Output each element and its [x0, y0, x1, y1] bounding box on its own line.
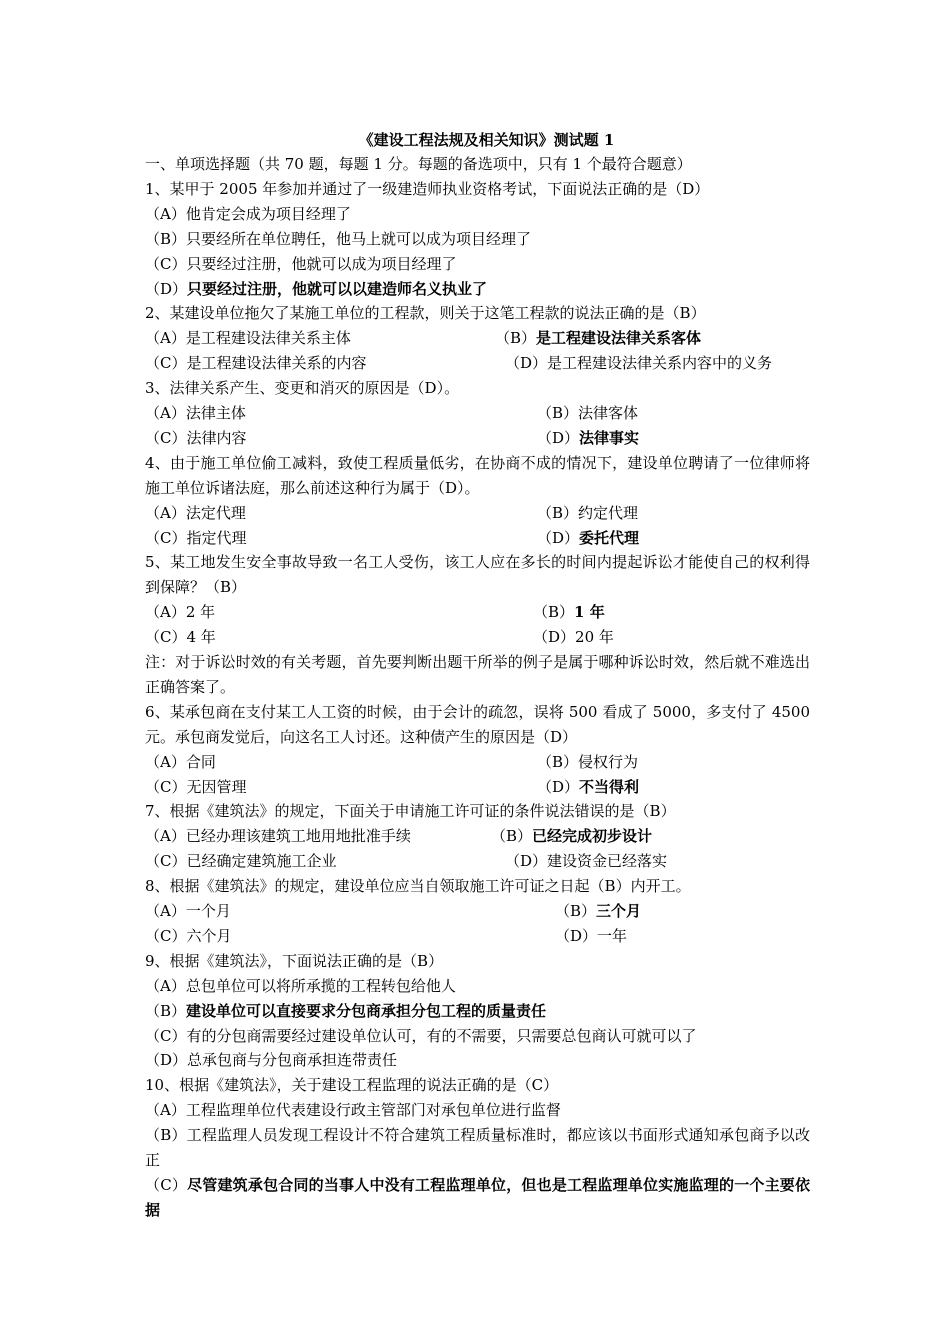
- question-7-stem: 7、根据《建筑法》的规定，下面关于申请施工许可证的条件说法错误的是（B）: [145, 802, 676, 821]
- question-3-option-a: （A）法律主体: [145, 404, 246, 423]
- question-6-option-d: [537, 775, 639, 800]
- correct-answer-text: 已经完成初步设计: [532, 827, 653, 846]
- option-letter: （D）: [145, 279, 188, 298]
- question-5-options-row-2: [145, 625, 810, 650]
- question-1-option-d: [145, 277, 810, 302]
- question-4-options-row-2: [145, 526, 810, 551]
- question-3-option-d: [537, 426, 639, 451]
- question-3-stem: 3、法律关系产生、变更和消灭的原因是（D）。: [145, 379, 460, 398]
- correct-answer-text: 三个月: [596, 902, 642, 920]
- question-8-option-b: [555, 899, 641, 924]
- option-letter: （C）: [145, 1175, 188, 1194]
- question-8-options-row-2: [145, 924, 810, 949]
- question-5-option-d: （D）20 年: [533, 628, 614, 647]
- option-letter: （D）: [537, 777, 580, 796]
- correct-answer-text: 法律事实: [579, 428, 640, 447]
- question-6-options-row-1: [145, 750, 810, 775]
- question-7-option-b: [491, 824, 652, 849]
- question-9-option-a: （A）总包单位可以将所承揽的工程转包给他人: [145, 976, 456, 995]
- question-2-options-row-2: [145, 351, 810, 376]
- question-7-option-a: （A）已经办理该建筑工地用地批准手续: [145, 827, 411, 846]
- question-3-option-b: （B）法律客体: [537, 404, 639, 423]
- question-10-stem: 10、根据《建筑法》，关于建设工程监理的说法正确的是（C）: [145, 1076, 559, 1095]
- question-7-options-row-2: [145, 849, 810, 874]
- question-8-option-d: （D）一年: [555, 926, 628, 945]
- correct-answer-text: 1 年: [574, 603, 605, 622]
- question-1-option-c: （C）只要经过注册，他就可以成为项目经理了: [145, 254, 457, 273]
- question-8-options-row-1: [145, 899, 810, 924]
- question-2-stem: 2、某建设单位拖欠了某施工单位的工程款，则关于这笔工程款的说法正确的是（B）: [145, 304, 706, 323]
- question-5-options-row-1: [145, 600, 810, 625]
- question-2-option-d: （D）是工程建设法律关系内容中的义务: [505, 354, 773, 373]
- question-4-option-c: （C）指定代理: [145, 528, 247, 547]
- question-2-option-c: （C）是工程建设法律关系的内容: [145, 354, 367, 373]
- question-3-option-c: （C）法律内容: [145, 428, 247, 447]
- question-9-option-b: [145, 999, 810, 1024]
- question-8-option-c: （C）六个月: [145, 926, 232, 945]
- question-5-option-c: （C）4 年: [145, 628, 216, 647]
- question-7-option-c: （C）已经确定建筑施工企业: [145, 852, 337, 871]
- note-paragraph: 注：对于诉讼时效的有关考题，首先要判断出题干所举的例子是属于哪种诉讼时效，然后就不难选出正确答案了。: [145, 653, 810, 696]
- option-letter: （B）: [495, 329, 537, 348]
- question-2-options-row-1: [145, 326, 810, 351]
- question-5-stem: 5、某工地发生安全事故导致一名工人受伤，该工人应在多长的时间内提起诉讼才能使自己的权利得到保障？（B）: [145, 553, 810, 597]
- section-heading: 一、单项选择题（共 70 题，每题 1 分。每题的备选项中，只有 1 个最符合题意）: [145, 155, 692, 173]
- question-6-options-row-2: [145, 775, 810, 800]
- option-letter: （B）: [555, 902, 597, 920]
- option-letter: （D）: [537, 528, 580, 547]
- question-9-option-d: （D）总承包商与分包商承担连带责任: [145, 1051, 398, 1070]
- question-6-option-b: （B）侵权行为: [537, 752, 639, 771]
- question-10-option-c: [145, 1173, 810, 1223]
- question-1-stem: 1、某甲于 2005 年参加并通过了一级建造师执业资格考试，下面说法正确的是（D）: [145, 179, 710, 198]
- option-letter: （D）: [537, 428, 580, 447]
- question-4-stem: 4、由于施工单位偷工减料，致使工程质量低劣，在协商不成的情况下，建设单位聘请了一位律师将施工单位诉诸法庭，那么前述这种行为属于（D）。: [145, 453, 810, 497]
- question-3-options-row-1: [145, 401, 810, 426]
- question-4-option-b: （B）约定代理: [537, 503, 639, 522]
- correct-answer-text: 委托代理: [579, 528, 640, 547]
- question-5-option-b: [533, 600, 605, 625]
- question-9-option-c: （C）有的分包商需要经过建设单位认可，有的不需要，只需要总包商认可就可以了: [145, 1026, 697, 1045]
- question-6-option-a: （A）合同: [145, 752, 216, 771]
- question-4-option-d: [537, 526, 639, 551]
- question-7-option-d: （D）建设资金已经落实: [505, 852, 668, 871]
- question-3-options-row-2: [145, 426, 810, 451]
- correct-answer-text: 建设单位可以直接要求分包商承担分包工程的质量责任: [186, 1001, 547, 1020]
- question-8-stem: 8、根据《建筑法》的规定，建设单位应当自领取施工许可证之日起（B）内开工。: [145, 877, 691, 896]
- question-9-stem: 9、根据《建筑法》，下面说法正确的是（B）: [145, 951, 444, 970]
- correct-answer-text: 不当得利: [579, 777, 640, 796]
- option-letter: （B）: [491, 827, 533, 846]
- question-6-stem: 6、某承包商在支付某工人工资的时候，由于会计的疏忽，误将 500 看成了 5000，多支付了 4500 元。承包商发觉后，向这名工人讨还。这种债产生的原因是（D）: [145, 702, 810, 746]
- question-7-options-row-1: [145, 824, 810, 849]
- question-4-option-a: （A）法定代理: [145, 503, 246, 522]
- correct-answer-text: 尽管建筑承包合同的当事人中没有工程监理单位，但也是工程监理单位实施监理的一个主要依据: [145, 1175, 810, 1219]
- question-1-option-a: （A）他肯定会成为项目经理了: [145, 204, 351, 223]
- correct-answer-text: 是工程建设法律关系客体: [536, 329, 702, 348]
- question-1-option-b: （B）只要经所在单位聘任，他马上就可以成为项目经理了: [145, 229, 532, 248]
- question-5-option-a: （A）2 年: [145, 603, 216, 622]
- question-8-option-a: （A）一个月: [145, 902, 231, 920]
- option-letter: （B）: [533, 603, 575, 622]
- question-10-option-a: （A）工程监理单位代表建设行政主管部门对承包单位进行监督: [145, 1101, 561, 1120]
- document-title: 《建设工程法规及相关知识》测试题 1: [358, 131, 615, 149]
- question-4-options-row-1: [145, 501, 810, 526]
- question-10-option-b: （B）工程监理人员发现工程设计不符合建筑工程质量标准时，都应该以书面形式通知承包商予以改正: [145, 1126, 810, 1170]
- question-6-option-c: （C）无因管理: [145, 777, 247, 796]
- option-letter: （B）: [145, 1001, 187, 1020]
- correct-answer-text: 只要经过注册，他就可以以建造师名义执业了: [187, 279, 488, 298]
- question-2-option-a: （A）是工程建设法律关系主体: [145, 329, 351, 348]
- question-2-option-b: [495, 326, 701, 351]
- document-body: [145, 128, 810, 1223]
